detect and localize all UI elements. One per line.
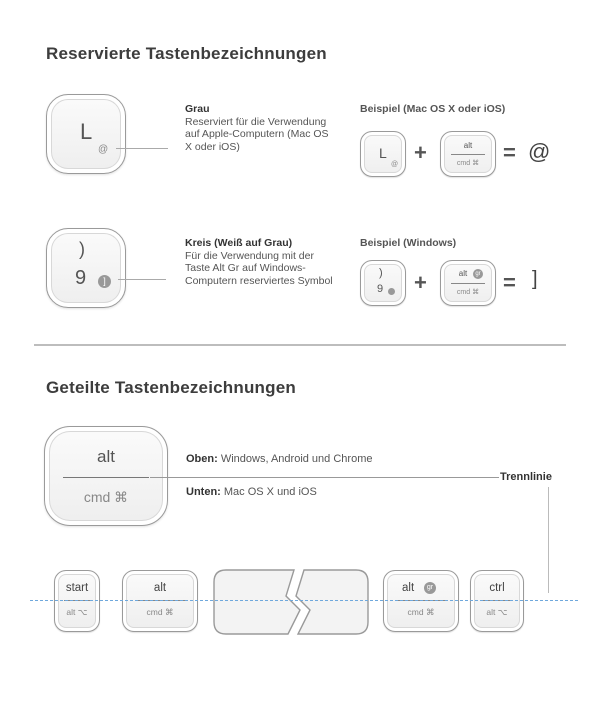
- grey-description: Reserviert für die Verwendung auf Apple-Computern (Mac OS X oder iOS): [185, 115, 329, 153]
- section-divider: [34, 344, 566, 346]
- plus-sign: +: [414, 140, 427, 165]
- split-key-bottom-label: cmd ⌘: [83, 489, 129, 505]
- grey-heading: Grau: [185, 103, 210, 115]
- circle-example-small-key: [360, 260, 406, 306]
- grey-example-title: Beispiel (Mac OS X oder iOS): [360, 103, 506, 115]
- grey-example-small-key: [360, 131, 406, 177]
- mod-bottom-label-2: cmd ⌘: [456, 289, 480, 296]
- split-key-large: [44, 426, 168, 526]
- mod-divider-2: [451, 283, 485, 284]
- bottom-label-text: Mac OS X und iOS: [220, 486, 317, 498]
- bottom-label-bold: Unten:: [186, 486, 221, 498]
- grey-example-key: [46, 94, 126, 174]
- circle-description-block: [185, 237, 345, 287]
- key-reserved-symbol: @: [98, 144, 109, 155]
- grey-example-modifier-key: [440, 131, 496, 177]
- split-key-divider: [63, 477, 149, 478]
- grey-description-block: [185, 103, 345, 153]
- top-label-line: [186, 453, 372, 465]
- result-symbol-2: ]: [532, 268, 538, 290]
- altgr-badge: gr: [473, 269, 483, 279]
- ex-key-letter: L: [379, 145, 387, 161]
- row-key-bottom: cmd ⌘: [146, 607, 174, 617]
- ex-key-bottom: 9: [377, 283, 384, 295]
- circle-example-key: [46, 228, 126, 308]
- key-main-letter: L: [80, 119, 93, 144]
- row-key-top: alt: [402, 582, 415, 594]
- section-title-reserved: Reservierte Tastenbezeichnungen: [46, 44, 327, 63]
- row-key-top: ctrl: [489, 582, 505, 594]
- mod-bottom-label: cmd ⌘: [456, 160, 480, 167]
- key-bottom-digit: 9: [75, 267, 87, 289]
- top-label-bold: Oben:: [186, 453, 218, 465]
- row-key-top: start: [65, 582, 89, 594]
- row-key-bottom: alt ⌥: [66, 607, 88, 617]
- divider-vertical-pointer: [548, 487, 549, 593]
- callout-line-circle: [118, 279, 166, 280]
- spacebar-right-half: [296, 570, 368, 634]
- ex-key-symbol: @: [391, 161, 399, 168]
- spacebar-left-half: [214, 570, 300, 634]
- row-key-bottom: cmd ⌘: [407, 607, 435, 617]
- circle-example-title: Beispiel (Windows): [360, 237, 457, 249]
- bottom-label-line: [186, 486, 317, 498]
- equals-sign-2: =: [503, 270, 516, 295]
- mod-top-label-2: alt: [458, 269, 468, 278]
- equals-sign: =: [503, 140, 516, 165]
- row-key-altgr: [383, 570, 459, 632]
- row-key-start: [54, 570, 100, 632]
- altgr-badge-row: gr: [424, 582, 436, 594]
- divider-label: Trennlinie: [500, 471, 552, 483]
- circle-description: Für die Verwendung mit der Taste Alt Gr auf Windows-Computern reserviertes Symbol: [185, 249, 333, 287]
- spacebar-broken-key: [208, 566, 374, 638]
- split-key-top-label: alt: [97, 447, 115, 466]
- mod-divider: [451, 154, 485, 155]
- plus-sign-2: +: [414, 270, 427, 295]
- key-circle-symbol: ]: [98, 275, 111, 288]
- divider-callout-line: [150, 477, 499, 478]
- callout-line-grey: [116, 148, 168, 149]
- row-key-ctrl: [470, 570, 524, 632]
- key-top-symbol: ): [79, 239, 85, 259]
- result-symbol: @: [528, 139, 551, 164]
- mod-top-label: alt: [463, 141, 473, 150]
- split-dashed-line: [30, 600, 578, 601]
- ex-key-circle-icon: [388, 288, 395, 295]
- circle-heading: Kreis (Weiß auf Grau): [185, 237, 293, 249]
- section-title-split: Geteilte Tastenbezeichnungen: [46, 378, 296, 397]
- row-key-alt: [122, 570, 198, 632]
- top-label-text: Windows, Android und Chrome: [217, 453, 373, 465]
- row-key-top: alt: [153, 582, 167, 594]
- row-key-bottom: alt ⌥: [486, 607, 508, 617]
- ex-key-top: ): [379, 267, 383, 279]
- circle-example-modifier-key: [440, 260, 496, 306]
